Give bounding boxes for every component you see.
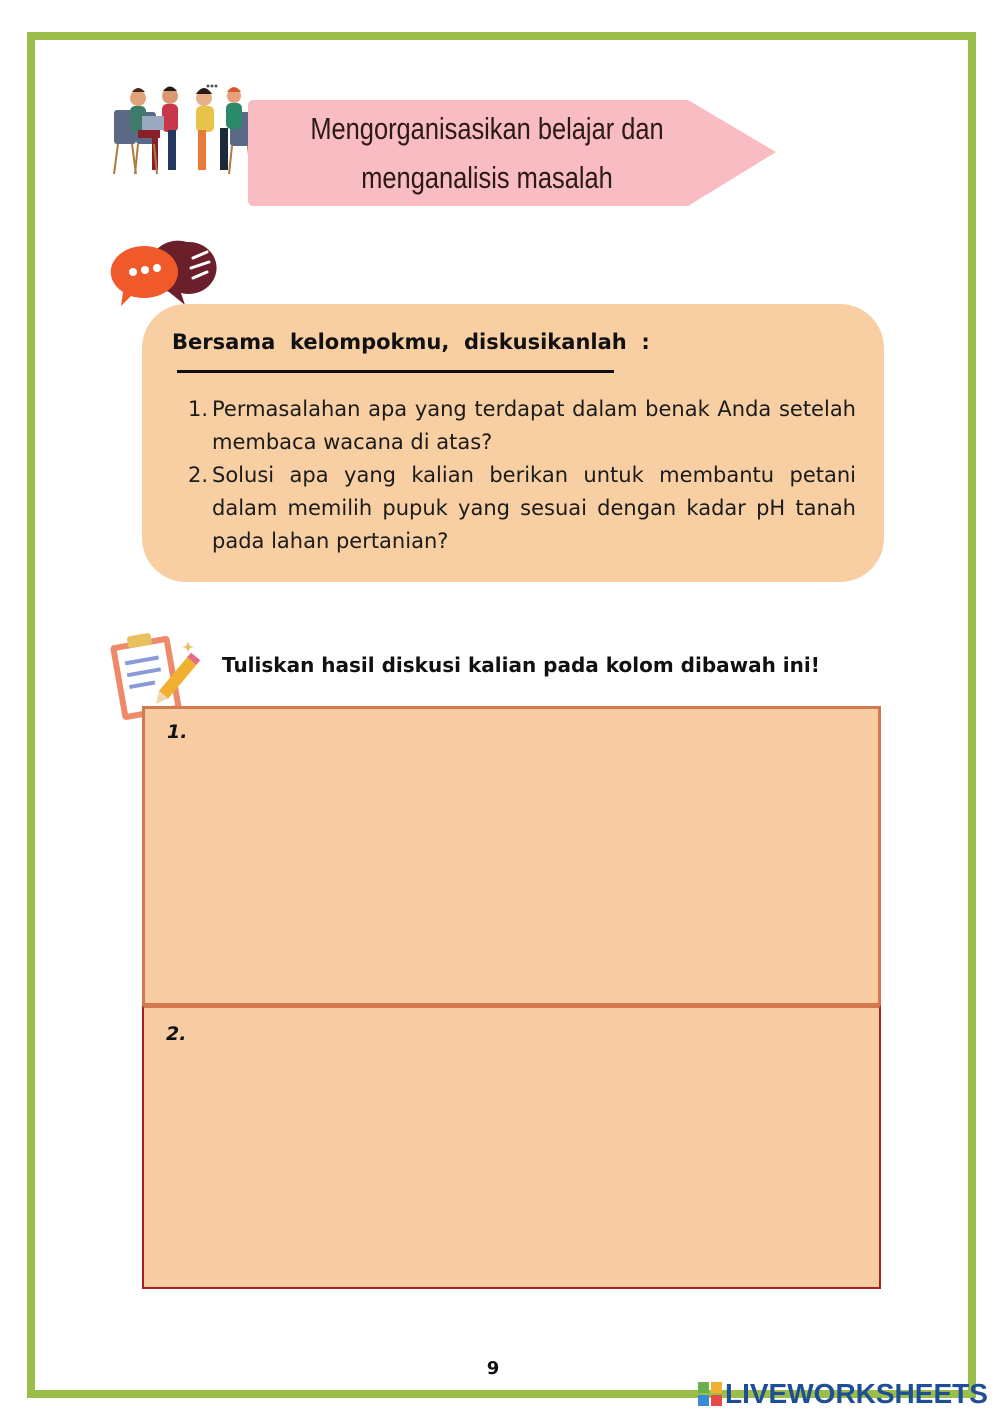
liveworksheets-watermark [698, 1380, 988, 1408]
question-text: Solusi apa yang kalian berikan untuk membantu petani dalam memilih pupuk yang sesuai dengan kadar pH tanah pada lahan pertanian? [212, 463, 856, 553]
liveworksheets-logo-icon [698, 1382, 722, 1406]
heading-underline [177, 370, 614, 373]
page-title-line1: Mengorganisasikan belajar dan [310, 111, 664, 146]
page-title-line2: menganalisis masalah [361, 160, 613, 195]
answer-box-2[interactable] [142, 1005, 881, 1289]
answer-instruction: Tuliskan hasil diskusi kalian pada kolom dibawah ini! [222, 653, 820, 677]
page-title [291, 100, 683, 206]
page-number: 9 [486, 1358, 500, 1379]
question-item-2 [188, 459, 856, 558]
question-number: 1. [188, 397, 209, 421]
answer-box-1[interactable] [142, 706, 881, 1006]
discussion-heading: Bersama kelompokmu, diskusikanlah : [172, 330, 650, 354]
chat-bubbles-icon [107, 240, 219, 306]
group-discussion-illustration [108, 82, 258, 187]
answer-box-label: 1. [167, 721, 188, 743]
question-list [188, 393, 856, 558]
answer-box-label: 2. [166, 1023, 187, 1045]
watermark-text: LIVEWORKSHEETS [725, 1378, 988, 1409]
question-number: 2. [188, 463, 209, 487]
question-text: Permasalahan apa yang terdapat dalam benak Anda setelah membaca wacana di atas? [212, 397, 856, 454]
question-item-1 [188, 393, 856, 459]
